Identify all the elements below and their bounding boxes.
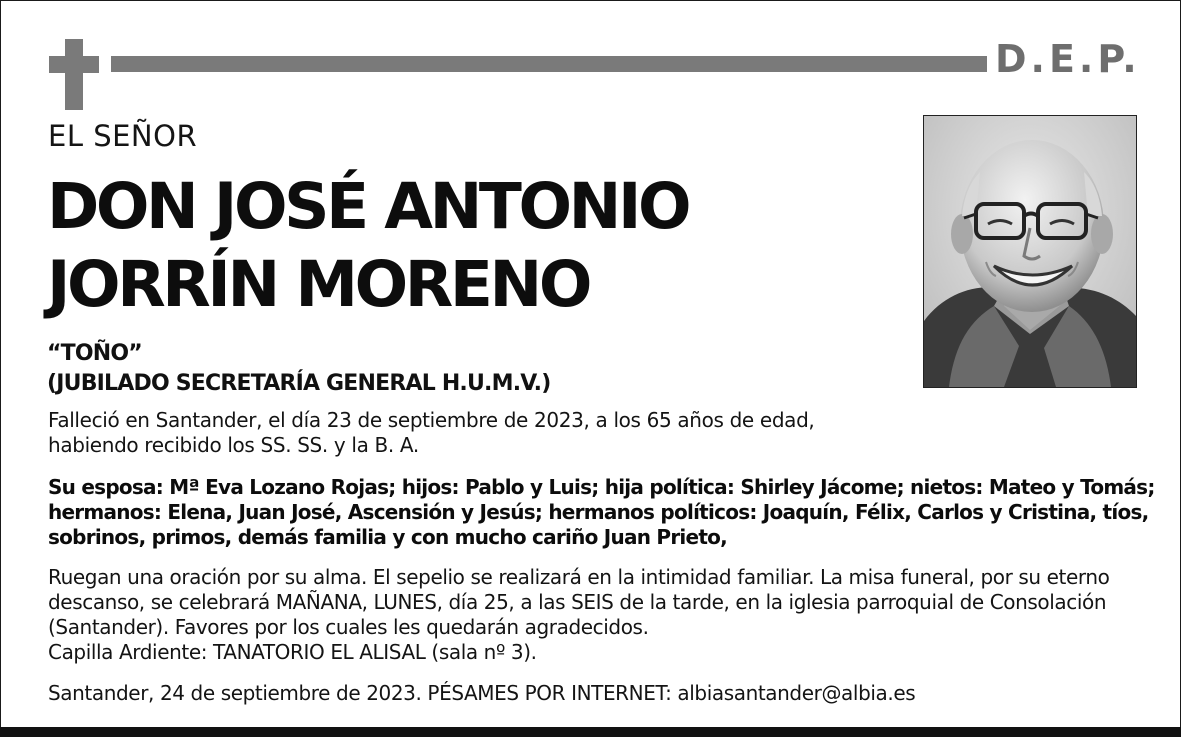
role-line: (JUBILADO SECRETARÍA GENERAL H.U.M.V.) bbox=[47, 371, 551, 396]
bottom-border bbox=[0, 727, 1181, 737]
deceased-name-line-1: DON JOSÉ ANTONIO bbox=[47, 170, 689, 243]
request-paragraph bbox=[48, 565, 1109, 665]
request-line: descanso, se celebrará MAÑANA, LUNES, día 25, a las SEIS de la tarde, en la iglesia parroquial de Consolación bbox=[48, 590, 1107, 614]
portrait-photo bbox=[923, 115, 1137, 388]
deceased-name-line-2: JORRÍN MORENO bbox=[47, 248, 589, 321]
family-paragraph bbox=[48, 475, 1155, 550]
request-line: (Santander). Favores por los cuales les quedarán agradecidos. bbox=[48, 615, 649, 639]
chapel-line: Capilla Ardiente: TANATORIO EL ALISAL (sala nº 3). bbox=[48, 640, 537, 664]
nickname: “TOÑO” bbox=[47, 341, 142, 366]
family-line: Su esposa: Mª Eva Lozano Rojas; hijos: Pablo y Luis; hija política: Shirley Jácome; nietos: Mateo y Tomás; bbox=[48, 475, 1155, 499]
dep-badge: D.E.P. bbox=[995, 37, 1141, 81]
header-rule bbox=[111, 56, 987, 72]
portrait-illustration bbox=[924, 116, 1136, 387]
family-line: sobrinos, primos, demás familia y con mucho cariño Juan Prieto, bbox=[48, 525, 727, 549]
death-line: Falleció en Santander, el día 23 de septiembre de 2023, a los 65 años de edad, bbox=[48, 408, 815, 432]
request-line: Ruegan una oración por su alma. El sepelio se realizará en la intimidad familiar. La misa funeral, por su eterno bbox=[48, 565, 1110, 589]
footer-line: Santander, 24 de septiembre de 2023. PÉSAMES POR INTERNET: albiasantander@albia.es bbox=[48, 681, 916, 705]
death-line: habiendo recibido los SS. SS. y la B. A. bbox=[48, 433, 419, 457]
death-paragraph bbox=[48, 408, 814, 458]
intro-label: EL SEÑOR bbox=[48, 119, 198, 153]
family-line: hermanos: Elena, Juan José, Ascensión y Jesús; hermanos políticos: Joaquín, Félix, Carlos y Cristina, tíos, bbox=[48, 500, 1149, 524]
